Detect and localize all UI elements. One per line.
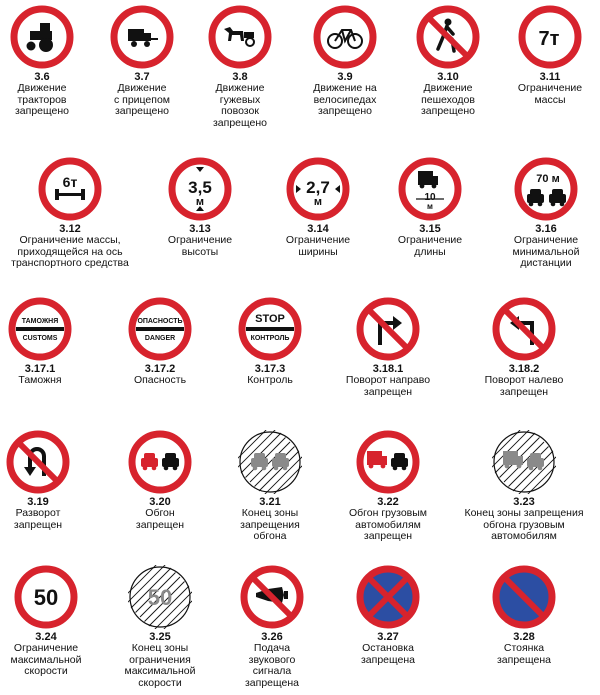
sign-text: CUSTOMS [22, 335, 58, 342]
distance-limit-icon [514, 157, 578, 221]
sign-caption: Движение пешеходов запрещено [420, 82, 476, 117]
sign-caption: Конец зоны запрещения обгона грузовым автомобилям [464, 507, 584, 542]
sign-caption: Конец зоны запрещения обгона [240, 507, 300, 542]
sign-text: DANGER [144, 335, 176, 342]
sign-cell [100, 430, 220, 531]
sign-caption: Таможня [18, 374, 62, 386]
sign-number: 3.27 [377, 631, 399, 643]
sign-caption: Ограничение максимальной скорости [10, 642, 82, 677]
sign-caption: Обгон грузовым автомобилям запрещен [348, 507, 428, 542]
control-icon [238, 297, 302, 361]
sign-cell [100, 297, 220, 387]
no-overtaking-icon [128, 430, 192, 494]
sign-text: 6т [62, 174, 78, 190]
sign-text: 50 [33, 585, 59, 610]
sign-number: 3.28 [513, 631, 535, 643]
sign-cell [464, 297, 584, 398]
sign-cell [370, 157, 490, 258]
sign-caption: Опасность [133, 374, 187, 386]
sign-text: м [313, 196, 323, 208]
end-speed-limit-icon [128, 565, 192, 629]
sign-cell [10, 157, 130, 270]
sign-caption: Поворот налево запрещен [484, 374, 564, 398]
sign-caption: Ограничение минимальной дистанции [512, 234, 580, 269]
danger-icon [128, 297, 192, 361]
sign-number: 3.13 [189, 223, 211, 235]
sign-cell [0, 430, 98, 531]
sign-caption: Остановка запрещена [360, 642, 416, 666]
sign-number: 3.14 [307, 223, 329, 235]
sign-text: м [195, 196, 205, 208]
sign-cell [464, 565, 584, 666]
sign-number: 3.9 [337, 71, 353, 83]
tractor-icon [10, 5, 74, 69]
sign-caption: Движение гужевых повозок запрещено [212, 82, 268, 129]
sign-number: 3.23 [513, 496, 535, 508]
sign-text: 70 м [536, 173, 560, 185]
no-stopping-icon [356, 565, 420, 629]
sign-number: 3.20 [149, 496, 171, 508]
no-horn-icon [240, 565, 304, 629]
sign-cell [328, 430, 448, 543]
sign-number: 3.15 [419, 223, 441, 235]
sign-number: 3.25 [149, 631, 171, 643]
sign-cell [210, 297, 330, 387]
sign-cell [486, 157, 600, 270]
sign-cell [328, 565, 448, 666]
sign-caption: Контроль [247, 374, 293, 386]
sign-text: 50 [147, 585, 173, 610]
sign-number: 3.17.1 [24, 363, 56, 375]
mass-limit-icon [518, 5, 582, 69]
sign-number: 3.11 [539, 71, 561, 83]
sign-number: 3.22 [377, 496, 399, 508]
sign-text: STOP [255, 313, 285, 325]
no-truck-overtaking-icon [356, 430, 420, 494]
sign-number: 3.18.2 [508, 363, 540, 375]
sign-cell [490, 5, 600, 106]
sign-text: 10 [424, 192, 436, 203]
sign-number: 3.17.3 [254, 363, 286, 375]
trailer-icon [110, 5, 174, 69]
sign-number: 3.26 [261, 631, 283, 643]
sign-number: 3.7 [134, 71, 150, 83]
sign-text: 3,5 [188, 178, 212, 197]
sign-text: ОПАСНОСТЬ [137, 318, 183, 325]
sign-caption: Ограничение ширины [285, 234, 351, 258]
sign-caption: Обгон запрещен [135, 507, 185, 531]
no-parking-icon [492, 565, 556, 629]
sign-caption: Ограничение высоты [167, 234, 233, 258]
sign-number: 3.8 [232, 71, 248, 83]
sign-cell [285, 5, 405, 118]
sign-text: КОНТРОЛЬ [250, 335, 290, 342]
sign-text: 2,7 [306, 178, 330, 197]
no-left-turn-icon [492, 297, 556, 361]
sign-number: 3.24 [35, 631, 57, 643]
sign-number: 3.6 [34, 71, 50, 83]
sign-cell [140, 157, 260, 258]
sign-cell [258, 157, 378, 258]
sign-cell [328, 297, 448, 398]
sign-cell [0, 297, 100, 387]
customs-icon [8, 297, 72, 361]
sign-cell [464, 430, 584, 543]
speed-limit-icon [14, 565, 78, 629]
sign-caption: Ограничение длины [397, 234, 463, 258]
sign-caption: Движение с прицепом запрещено [113, 82, 171, 117]
width-limit-icon [286, 157, 350, 221]
horse-cart-icon [208, 5, 272, 69]
pedestrian-icon [416, 5, 480, 69]
sign-cell [0, 565, 106, 678]
no-right-turn-icon [356, 297, 420, 361]
sign-cell [210, 430, 330, 543]
sign-cell [180, 5, 300, 129]
sign-caption: Разворот запрещен [13, 507, 63, 531]
no-u-turn-icon [6, 430, 70, 494]
sign-text: 7т [538, 28, 560, 50]
sign-caption: Движение тракторов запрещено [14, 82, 70, 117]
sign-number: 3.18.1 [372, 363, 404, 375]
end-no-overtaking-icon [238, 430, 302, 494]
length-limit-icon [398, 157, 462, 221]
axle-mass-icon [38, 157, 102, 221]
sign-caption: Стоянка запрещена [496, 642, 552, 666]
sign-number: 3.16 [535, 223, 557, 235]
sign-number: 3.19 [27, 496, 49, 508]
sign-text: м [427, 202, 433, 211]
sign-caption: Конец зоны ограничения максимальной скорости [124, 642, 196, 689]
sign-caption: Подача звукового сигнала запрещена [244, 642, 300, 689]
sign-cell [100, 565, 220, 689]
sign-caption: Ограничение массы, приходящейся на ось транспортного средства [11, 234, 129, 269]
sign-cell [212, 565, 332, 689]
sign-caption: Движение на велосипедах запрещено [313, 82, 377, 117]
sign-number: 3.10 [437, 71, 459, 83]
bicycle-icon [313, 5, 377, 69]
height-limit-icon [168, 157, 232, 221]
sign-number: 3.12 [59, 223, 81, 235]
sign-caption: Ограничение массы [517, 82, 583, 106]
sign-text: ТАМОЖНЯ [21, 318, 59, 325]
sign-number: 3.21 [259, 496, 281, 508]
end-no-truck-overtaking-icon [492, 430, 556, 494]
sign-caption: Поворот направо запрещен [345, 374, 431, 398]
sign-number: 3.17.2 [144, 363, 176, 375]
